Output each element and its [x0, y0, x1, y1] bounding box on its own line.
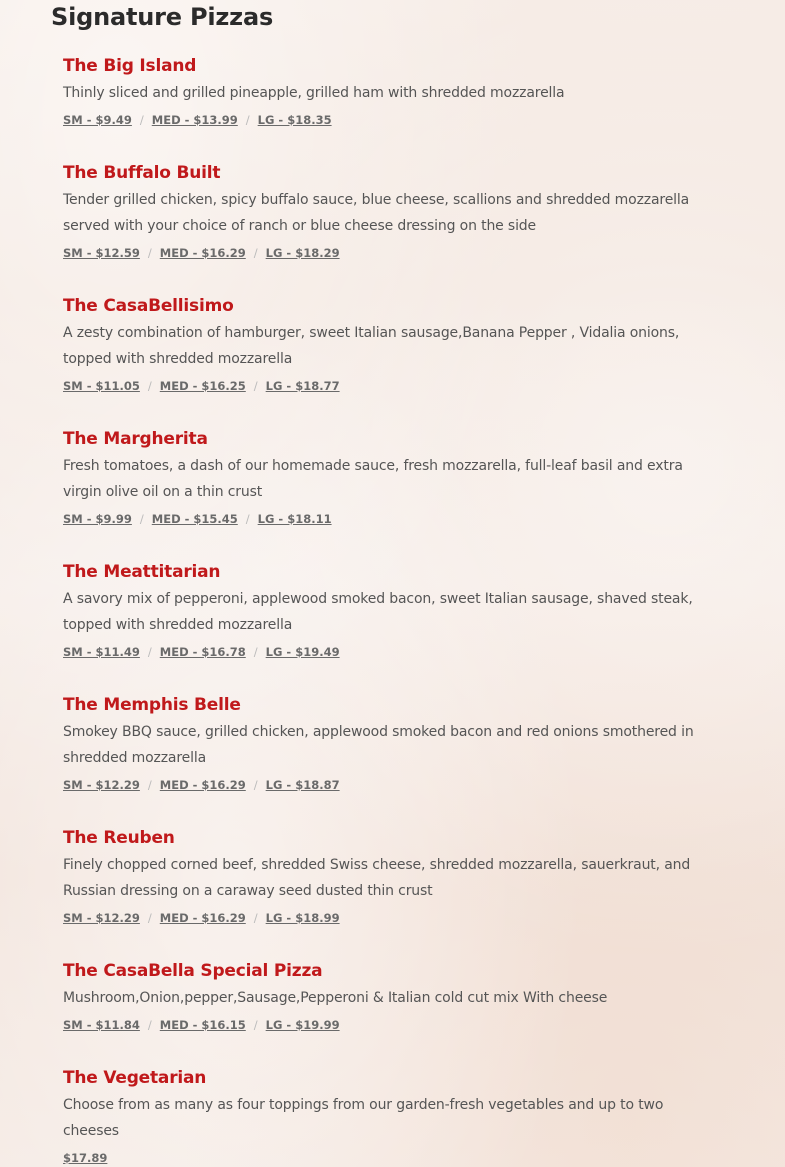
price-option-link[interactable]: SM - $11.84: [63, 1018, 140, 1032]
menu-item-name: The Memphis Belle: [63, 695, 241, 715]
price-separator: /: [147, 1018, 152, 1032]
price-separator: /: [147, 645, 152, 659]
menu-item-prices: [63, 1017, 713, 1033]
price-separator: /: [147, 911, 152, 925]
menu-item-description: Mushroom,Onion,pepper,Sausage,Pepperoni & Italian cold cut mix With cheese: [63, 990, 608, 1006]
menu-item: [63, 694, 713, 793]
section-title: Signature Pizzas: [51, 3, 274, 31]
price-option-link[interactable]: MED - $16.15: [159, 1018, 246, 1032]
price-option-link[interactable]: MED - $16.29: [159, 778, 246, 792]
price-option-link[interactable]: LG - $19.49: [265, 645, 340, 659]
price-option-link[interactable]: SM - $9.99: [63, 512, 132, 526]
menu-item-name: The Meattitarian: [63, 562, 221, 582]
price-option-link[interactable]: MED - $16.29: [159, 246, 246, 260]
price-separator: /: [253, 246, 258, 260]
menu-item: [63, 561, 713, 660]
menu-item-name: The Margherita: [63, 429, 208, 449]
menu-item-prices: [63, 777, 713, 793]
price-separator: /: [245, 512, 250, 526]
menu-item-prices: [63, 245, 713, 261]
price-option-link[interactable]: MED - $13.99: [151, 113, 238, 127]
price-option-link[interactable]: LG - $18.87: [265, 778, 340, 792]
menu-item: [63, 1067, 713, 1166]
menu-item-prices: [63, 1150, 713, 1166]
menu-item: [63, 55, 713, 128]
price-option-link[interactable]: MED - $16.25: [159, 379, 246, 393]
price-option-link[interactable]: MED - $15.45: [151, 512, 238, 526]
menu-item-name: The Reuben: [63, 828, 175, 848]
price-separator: /: [139, 512, 144, 526]
price-separator: /: [253, 778, 258, 792]
menu-item: [63, 295, 713, 394]
menu-item-description: Smokey BBQ sauce, grilled chicken, applewood smoked bacon and red onions smothered in shredded mozzarella: [63, 724, 694, 766]
menu-item-prices: [63, 644, 713, 660]
menu-item-prices: [63, 511, 713, 527]
price-separator: /: [253, 379, 258, 393]
price-option-link[interactable]: SM - $9.49: [63, 113, 132, 127]
price-option-link[interactable]: LG - $18.35: [257, 113, 332, 127]
price-option-link[interactable]: SM - $12.29: [63, 778, 140, 792]
menu-item-name: The CasaBellisimo: [63, 296, 234, 316]
menu-item-prices: [63, 910, 713, 926]
price-separator: /: [245, 113, 250, 127]
menu-item-description: Choose from as many as four toppings from our garden-fresh vegetables and up to two cheeses: [63, 1097, 664, 1139]
price-option-link[interactable]: SM - $11.49: [63, 645, 140, 659]
menu-item-description: Fresh tomatoes, a dash of our homemade sauce, fresh mozzarella, full-leaf basil and extra virgin olive oil on a thin crust: [63, 458, 683, 500]
menu-item: [63, 827, 713, 926]
price-option-link[interactable]: SM - $11.05: [63, 379, 140, 393]
menu-item-description: Thinly sliced and grilled pineapple, grilled ham with shredded mozzarella: [63, 85, 565, 101]
menu-item-name: The CasaBella Special Pizza: [63, 961, 323, 981]
menu-item: [63, 960, 713, 1033]
menu-item: [63, 428, 713, 527]
menu-item-description: A savory mix of pepperoni, applewood smoked bacon, sweet Italian sausage, shaved steak, topped with shredded mozzarella: [63, 591, 693, 633]
price-separator: /: [147, 778, 152, 792]
price-separator: /: [253, 911, 258, 925]
price-option-link[interactable]: $17.89: [63, 1151, 108, 1165]
menu-item-description: Finely chopped corned beef, shredded Swiss cheese, shredded mozzarella, sauerkraut, and Russian dressing on a caraway seed dusted thin crust: [63, 857, 691, 899]
menu-item-description: A zesty combination of hamburger, sweet Italian sausage,Banana Pepper , Vidalia onions, topped with shredded mozzarella: [63, 325, 680, 367]
price-option-link[interactable]: LG - $19.99: [265, 1018, 340, 1032]
menu-item-name: The Vegetarian: [63, 1068, 207, 1088]
price-separator: /: [147, 379, 152, 393]
price-separator: /: [139, 113, 144, 127]
price-option-link[interactable]: MED - $16.78: [159, 645, 246, 659]
price-option-link[interactable]: MED - $16.29: [159, 911, 246, 925]
menu-item-name: The Buffalo Built: [63, 163, 221, 183]
menu-item-description: Tender grilled chicken, spicy buffalo sauce, blue cheese, scallions and shredded mozzarella served with your choice of ranch or blue cheese dressing on the side: [63, 192, 690, 234]
price-option-link[interactable]: LG - $18.29: [265, 246, 340, 260]
menu-item-prices: [63, 378, 713, 394]
price-separator: /: [253, 645, 258, 659]
price-option-link[interactable]: SM - $12.59: [63, 246, 140, 260]
price-separator: /: [147, 246, 152, 260]
price-option-link[interactable]: SM - $12.29: [63, 911, 140, 925]
price-option-link[interactable]: LG - $18.99: [265, 911, 340, 925]
price-option-link[interactable]: LG - $18.77: [265, 379, 340, 393]
price-option-link[interactable]: LG - $18.11: [257, 512, 332, 526]
price-separator: /: [253, 1018, 258, 1032]
menu-item: [63, 162, 713, 261]
menu-item-name: The Big Island: [63, 56, 197, 76]
menu-item-prices: [63, 112, 713, 128]
